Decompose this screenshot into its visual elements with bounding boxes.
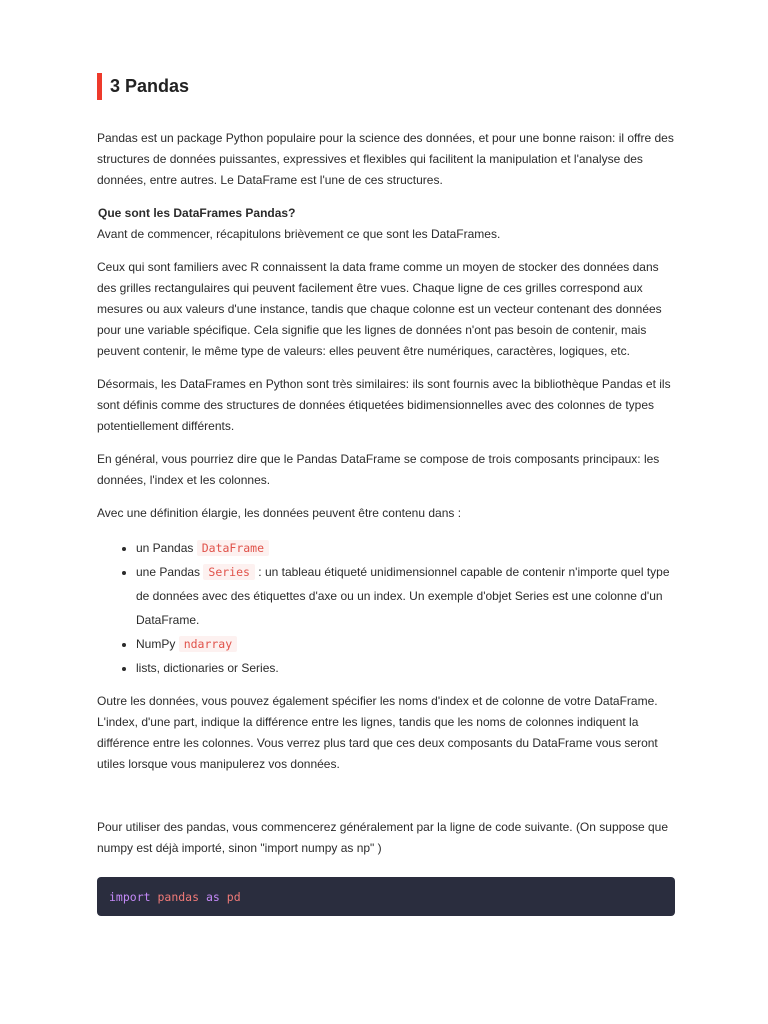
section-title: 3 Pandas	[110, 76, 190, 96]
code-keyword: as	[205, 889, 220, 904]
data-sources-list	[97, 536, 675, 680]
extended-definition-paragraph: Avec une définition élargie, les données peuvent être contenu dans :	[97, 506, 462, 520]
heading-accent-bar	[97, 73, 102, 100]
intro-paragraph: Pandas est un package Python populaire pour la science des données, et pour une bonne raison: il offre des structures de données puissantes, expressives et flexibles qui facilitent la manipulation et l'analyse des données, entre autres. Le DataFrame est l'une de ces structures.	[97, 131, 674, 187]
what-are-dataframes	[97, 203, 675, 245]
code-keyword: import	[109, 889, 151, 904]
usage-paragraph: Pour utiliser des pandas, vous commencerez généralement par la ligne de code suivante. (On suppose que numpy est déjà importé, sinon "import numpy as np" )	[97, 820, 669, 855]
article-content	[97, 72, 675, 916]
components-paragraph: En général, vous pourriez dire que le Pandas DataFrame se compose de trois composants principaux: les données, l'index et les colonnes.	[97, 452, 660, 487]
list-item: • une Pandas Series : un tableau étiqueté unidimensionnel capable de contenir n'importe quel type de données avec des étiquettes d'axe ou un index. Un exemple d'objet Series est une colonne d'un DataFrame.	[136, 560, 675, 632]
python-dataframes-paragraph: Désormais, les DataFrames en Python sont très similaires: ils sont fournis avec la bibliothèque Pandas et ils sont définis comme des structures de données étiquetées bidimensionnelles avec des colonnes de types potentiellement différents.	[97, 377, 671, 433]
code-block[interactable]	[97, 877, 675, 916]
list-item: • NumPy ndarray	[136, 632, 675, 656]
code-identifier: pandas	[157, 889, 200, 904]
inline-code: Series	[203, 564, 255, 580]
inline-code: ndarray	[179, 636, 237, 652]
inline-code: DataFrame	[197, 540, 269, 556]
subheading: Que sont les DataFrames Pandas?	[98, 206, 296, 220]
index-columns-paragraph: Outre les données, vous pouvez également spécifier les noms d'index et de colonne de votre DataFrame. L'index, d'une part, indique la différence entre les lignes, tandis que les noms de colonnes indiquent la différence entre les colonnes. Vous verrez plus tard que ces deux composants du DataFrame vous seront utiles lorsque vous manipulerez vos données.	[97, 694, 658, 771]
code-identifier: pd	[226, 889, 241, 904]
list-item: • un Pandas DataFrame	[136, 536, 675, 560]
list-item: • lists, dictionaries or Series.	[136, 656, 675, 680]
section-heading	[97, 72, 675, 101]
subheading-text: Avant de commencer, récapitulons brièvement ce que sont les DataFrames.	[97, 227, 501, 241]
r-users-paragraph: Ceux qui sont familiers avec R connaissent la data frame comme un moyen de stocker des données dans des grilles rectangulaires qui peuvent facilement être vues. Chaque ligne de ces grilles correspond aux mesures ou aux valeurs d'une instance, tandis que chaque colonne est un vecteur contenant des données pour une variable spécifique. Cela signifie que les lignes de données n'ont pas besoin de contenir, mais peuvent contenir, le même type de valeurs: elles peuvent être numériques, caractères, logiques, etc.	[97, 260, 662, 358]
